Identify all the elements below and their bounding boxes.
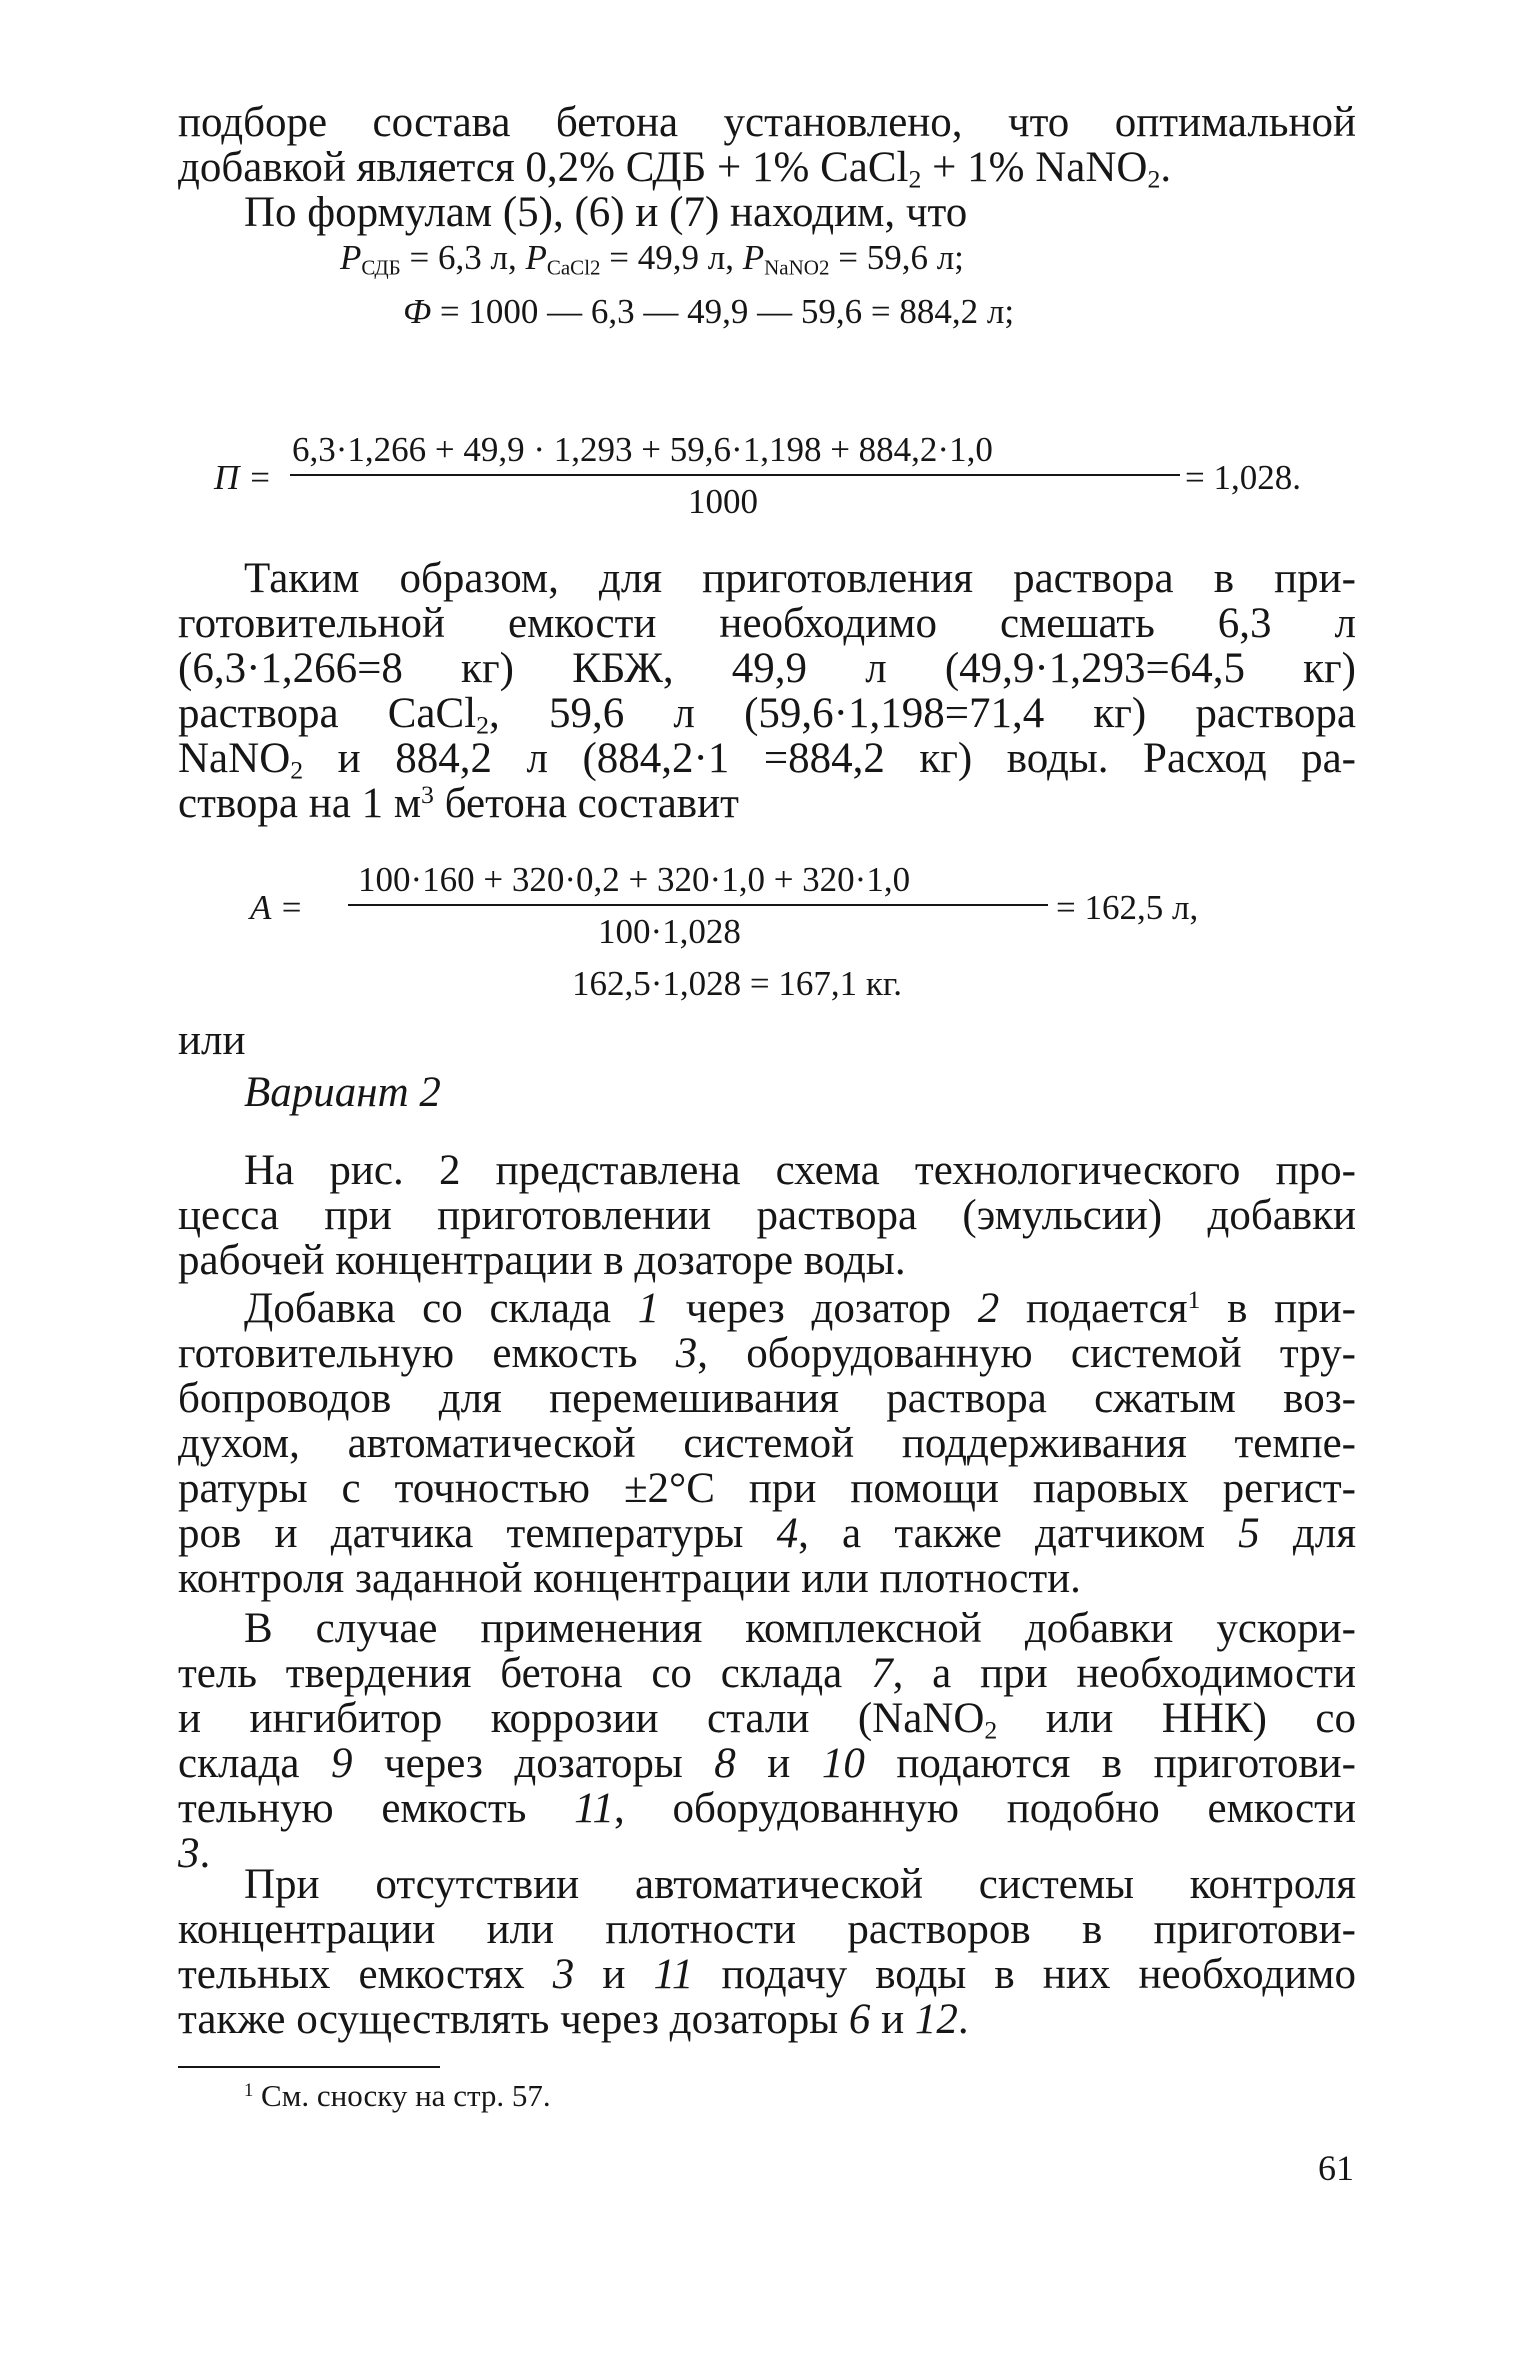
- text-line: контроля заданной концентрации или плотности.: [178, 1555, 1081, 1602]
- fraction-bar: [348, 904, 1048, 906]
- text-line: склада 9 через дозаторы 8 и 10 подаются в приготови-: [178, 1740, 1356, 1787]
- equation-a-numerator: 100·160 + 320·0,2 + 320·1,0 + 320·1,0: [358, 860, 911, 899]
- text-line: тель твердения бетона со склада 7, а при необходимости: [178, 1650, 1356, 1697]
- text-line: На рис. 2 представлена схема технологического про-: [244, 1147, 1356, 1194]
- or-word: или: [178, 1017, 246, 1064]
- paragraph-dosing: [178, 1286, 1356, 1601]
- text-line: и ингибитор коррозии стали (NaNO$_2$ или ННК) со: [178, 1695, 1356, 1745]
- text-line: рабочей концентрации в дозаторе воды.: [178, 1237, 906, 1284]
- equation-pi-label-text: П =: [214, 458, 272, 497]
- paragraph-mixing: [178, 556, 1356, 826]
- footnote-text: См. сноску на стр. 57.: [261, 2078, 551, 2113]
- text-line: готовительной емкости необходимо смешать 6,3 л: [178, 600, 1356, 647]
- fraction-bar: [290, 474, 1180, 476]
- footnote: [244, 2078, 551, 2114]
- text-line: духом, автоматической системой поддерживания темпе-: [178, 1420, 1356, 1467]
- text-line: готовительную емкость 3, оборудованную системой тру-: [178, 1330, 1356, 1377]
- text-line: NaNO$_2$ и 884,2 л (884,2·1 =884,2 кг) воды. Расход ра-: [178, 735, 1356, 785]
- page-number: 61: [1318, 2148, 1354, 2188]
- text-line: 3.: [178, 1830, 211, 1877]
- text-line: раствора CaCl$_2$, 59,6 л (59,6·1,198=71,4 кг) раствора: [178, 690, 1356, 740]
- text-line: ров и датчика температуры 4, а также датчиком 5 для: [178, 1510, 1356, 1557]
- paragraph-complex-additive: [178, 1606, 1356, 1876]
- variant-heading: Вариант 2: [244, 1069, 441, 1116]
- paragraph-no-automation: [178, 1862, 1356, 2042]
- text-line: При отсутствии автоматической системы контроля: [244, 1861, 1356, 1908]
- text-line: бопроводов для перемешивания раствора сжатым воз-: [178, 1375, 1356, 1422]
- equation-a-mass: 162,5·1,028 = 167,1 кг.: [572, 964, 903, 1003]
- text-line: створа на 1 $м^3$ бетона составит: [178, 779, 739, 827]
- equation-pi-denominator: 1000: [688, 482, 758, 521]
- equation-pi-numerator: 6,3·1,266 + 49,9 · 1,293 + 59,6·1,198 + 884,2·1,0: [292, 430, 993, 469]
- footnote-mark: 1: [244, 2079, 254, 2101]
- equation-a-result: = 162,5 л,: [1056, 888, 1199, 927]
- text-line: также осуществлять через дозаторы 6 и 12.: [178, 1996, 969, 2043]
- text-line: тельных емкостях 3 и 11 подачу воды в них необходимо: [178, 1951, 1357, 1998]
- text-line: подборе состава бетона установлено, что оптимальной: [178, 99, 1356, 146]
- text-line: (6,3·1,266=8 кг) КБЖ, 49,9 л (49,9·1,293=64,5 кг): [178, 645, 1356, 692]
- equation-a-denominator: 100·1,028: [598, 912, 741, 951]
- equation-phi: Ф = 1000 — 6,3 — 49,9 — 59,6 = 884,2 л;: [403, 292, 1015, 331]
- text-line: В случае применения комплексной добавки ускори-: [244, 1605, 1356, 1652]
- footnote-rule: [178, 2066, 440, 2068]
- text-line: цесса при приготовлении раствора (эмульсии) добавки: [178, 1192, 1356, 1239]
- paragraph-scheme: [178, 1148, 1356, 1283]
- equation-p-values: $P_{СДБ} = 6,3$ л, $P_{CaCl2} = 49,9$ л, $P_{NaNO2} = 59,6$ л;: [340, 238, 964, 280]
- text-line: тельную емкость 11, оборудованную подобно емкости: [178, 1785, 1356, 1832]
- equation-a-label: A =: [250, 888, 304, 927]
- text-line: По формулам (5), (6) и (7) находим, что: [244, 189, 968, 236]
- text-line: концентрации или плотности растворов в приготови-: [178, 1906, 1356, 1953]
- text-line: ратуры с точностью ±2°C при помощи паровых регист-: [178, 1465, 1356, 1512]
- text-line: Добавка со склада 1 через дозатор 2 подается$^1$ в при-: [244, 1284, 1356, 1332]
- text-line: Таким образом, для приготовления раствора в при-: [244, 555, 1356, 602]
- equation-pi-result: = 1,028.: [1185, 458, 1301, 497]
- text-line: добавкой является 0,2% СДБ + 1% CaCl$_2$ + 1% NaNO$_2$.: [178, 144, 1172, 194]
- paragraph-intro: [178, 100, 1356, 235]
